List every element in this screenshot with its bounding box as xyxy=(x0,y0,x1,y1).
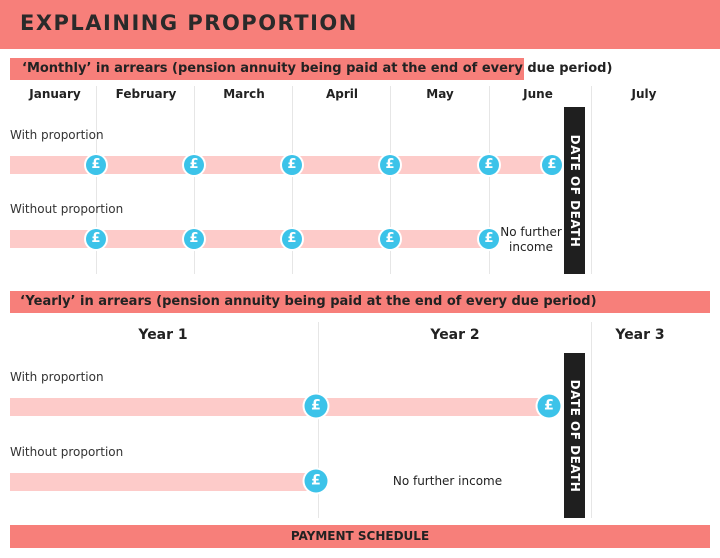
month-february: February xyxy=(115,87,177,101)
monthly-date-of-death-marker xyxy=(564,107,585,274)
monthly-no-further-income: No further income xyxy=(500,225,562,254)
yearly-without-proportion-bar xyxy=(10,473,316,491)
date-of-death-label: DATE OF DEATH xyxy=(567,379,582,492)
monthly-without-proportion-label: Without proportion xyxy=(10,202,124,216)
pound-coin-icon: £ xyxy=(305,470,328,493)
pound-coin-icon: £ xyxy=(184,155,204,175)
pound-coin-icon: £ xyxy=(542,155,562,175)
month-june: June xyxy=(523,87,553,101)
year-2: Year 2 xyxy=(430,327,480,343)
monthly-section-label: ‘Monthly’ in arrears (pension annuity being paid at the end of every due period) xyxy=(10,58,524,80)
pound-coin-icon: £ xyxy=(538,395,561,418)
yearly-no-further-income: No further income xyxy=(392,474,503,488)
pound-coin-icon: £ xyxy=(479,229,499,249)
monthly-without-proportion-bar xyxy=(10,230,490,248)
year-1: Year 1 xyxy=(138,327,188,343)
yearly-section-label: ‘Yearly’ in arrears (pension annuity being paid at the end of every due period) xyxy=(10,291,710,313)
month-may: May xyxy=(426,87,454,101)
pound-coin-icon: £ xyxy=(184,229,204,249)
pound-coin-icon: £ xyxy=(282,155,302,175)
pound-coin-icon: £ xyxy=(305,395,328,418)
pound-coin-icon: £ xyxy=(380,155,400,175)
monthly-with-proportion-label: With proportion xyxy=(10,128,104,142)
yearly-date-of-death-marker xyxy=(564,353,585,518)
month-april: April xyxy=(325,87,359,101)
header-banner xyxy=(0,0,720,49)
yearly-with-proportion-bar xyxy=(10,398,550,416)
pound-coin-icon: £ xyxy=(86,155,106,175)
year-3: Year 3 xyxy=(615,327,665,343)
payment-schedule-footer: PAYMENT SCHEDULE xyxy=(10,525,710,548)
page-title: EXPLAINING PROPORTION xyxy=(20,11,358,35)
yearly-without-proportion-label: Without proportion xyxy=(10,445,124,459)
grid-line xyxy=(591,86,592,274)
yearly-with-proportion-label: With proportion xyxy=(10,370,104,384)
pound-coin-icon: £ xyxy=(86,229,106,249)
pound-coin-icon: £ xyxy=(380,229,400,249)
month-march: March xyxy=(223,87,265,101)
grid-line xyxy=(591,322,592,518)
date-of-death-label: DATE OF DEATH xyxy=(567,134,582,247)
month-january: January xyxy=(29,87,81,101)
pound-coin-icon: £ xyxy=(479,155,499,175)
pound-coin-icon: £ xyxy=(282,229,302,249)
month-july: July xyxy=(631,87,657,101)
